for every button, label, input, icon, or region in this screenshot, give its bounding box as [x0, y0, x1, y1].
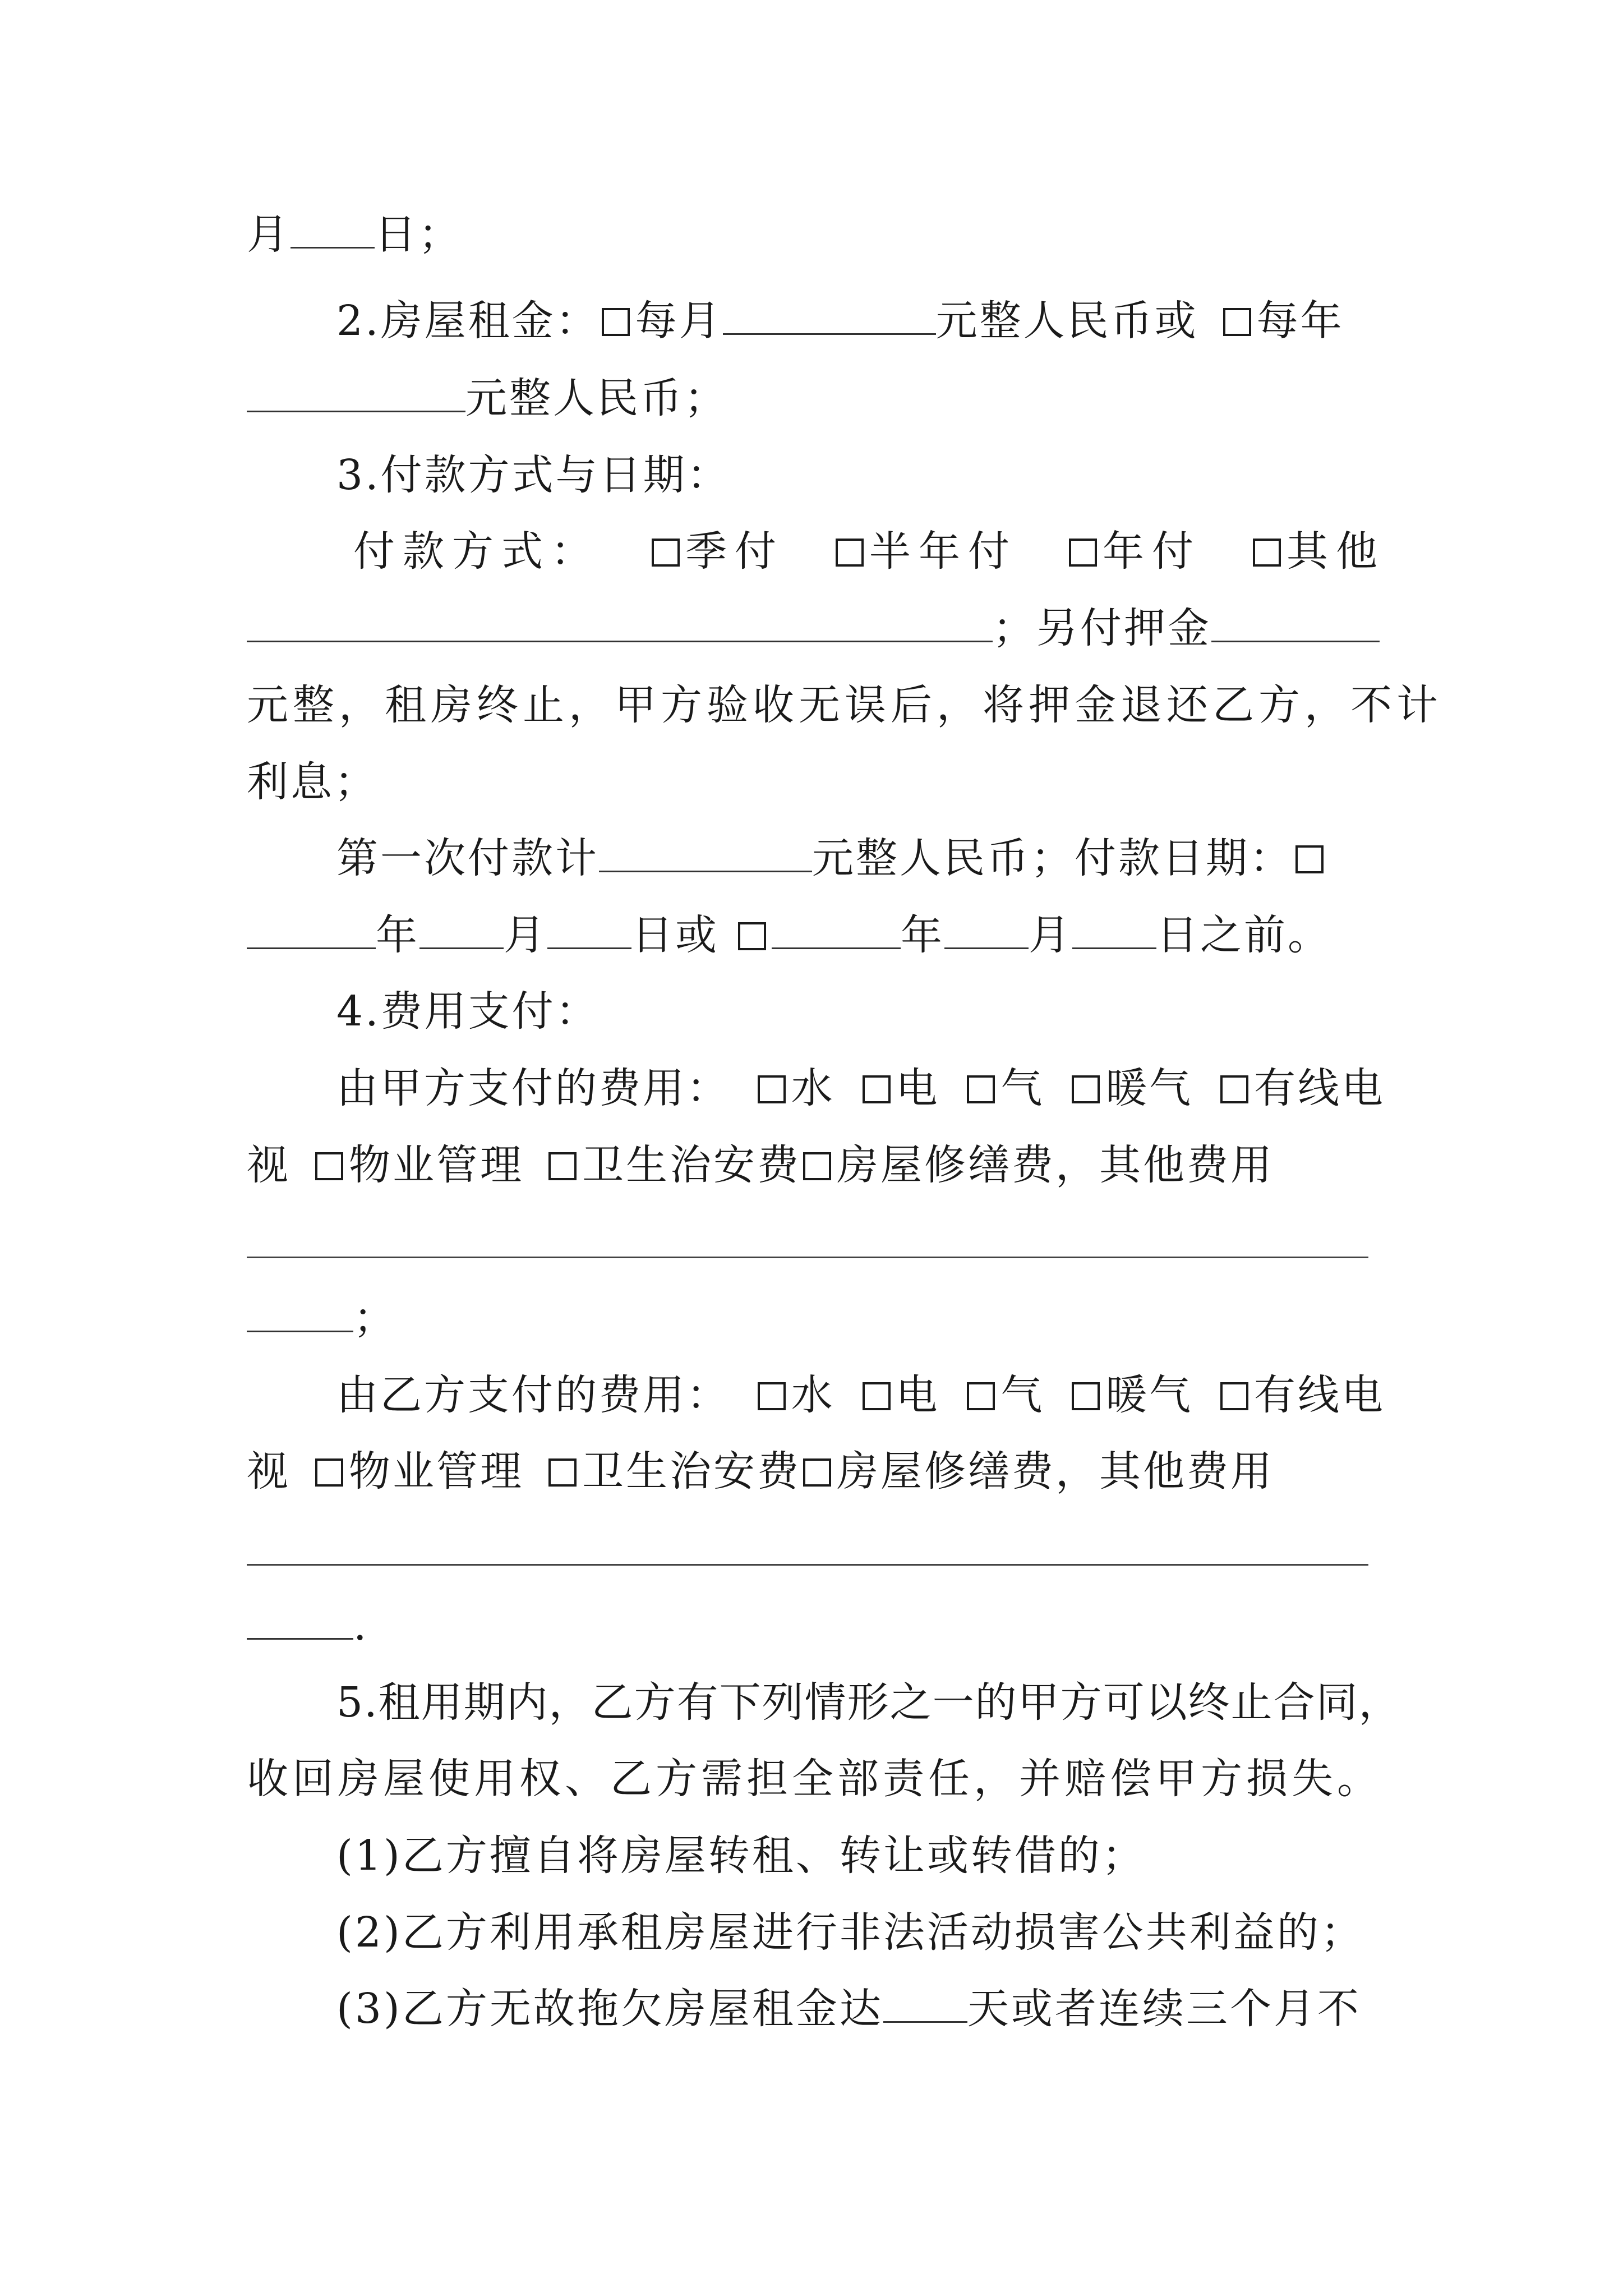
text: 物业管理 [349, 1141, 524, 1189]
checkbox-repair[interactable] [803, 1458, 831, 1487]
text: 卫生治安费 [582, 1447, 801, 1496]
text: 利息； [247, 758, 378, 806]
checkbox-sanitation[interactable] [548, 1152, 577, 1180]
text: (2)乙方利用承租房屋进行非法活动损害公共利益的； [336, 1908, 1364, 1957]
line-10-dates [247, 907, 1385, 963]
checkbox-heating[interactable] [1072, 1075, 1100, 1103]
checkbox-quarterly[interactable] [652, 539, 680, 567]
checkbox-date-1[interactable] [1295, 845, 1324, 873]
text: 收回房屋使用权、乙方需担全部责任，并赔偿甲方损失。 [247, 1755, 1382, 1803]
text: 气 [1000, 1064, 1045, 1112]
line-14 [247, 1290, 1385, 1346]
line-21 [336, 1904, 1385, 1961]
text: 年 [376, 911, 419, 959]
text: 4.费用支付： [336, 987, 600, 1036]
line-8 [247, 754, 1385, 810]
blank-day[interactable] [547, 907, 631, 949]
text: 气 [1000, 1371, 1045, 1419]
text: 其他 [1287, 527, 1385, 576]
text: 由乙方支付的费用： [336, 1371, 730, 1419]
checkbox-electricity[interactable] [863, 1075, 891, 1103]
line-20 [336, 1828, 1385, 1884]
checkbox-gas[interactable] [967, 1382, 995, 1410]
blank-yearly-rent[interactable] [247, 370, 465, 412]
checkbox-cable-tv[interactable] [1220, 1075, 1248, 1103]
text: 暖气 [1105, 1064, 1193, 1112]
text: 房屋修缮费，其他费用 [837, 1141, 1274, 1189]
checkbox-date-2[interactable] [738, 922, 766, 950]
text: 暖气 [1105, 1371, 1193, 1419]
checkbox-heating[interactable] [1072, 1382, 1100, 1410]
text: 物业管理 [349, 1447, 524, 1496]
checkbox-property-mgmt[interactable] [315, 1458, 343, 1487]
checkbox-water[interactable] [758, 1075, 786, 1103]
line-12-landlord-fees [336, 1060, 1385, 1116]
text: . [353, 1602, 369, 1650]
checkbox-cable-tv[interactable] [1220, 1382, 1248, 1410]
line-13 [247, 1137, 1385, 1193]
text: ； [353, 1294, 397, 1342]
text: 第一次付款计 [336, 834, 599, 882]
text: 由甲方支付的费用： [336, 1064, 730, 1112]
blank-month[interactable] [419, 907, 504, 949]
line-22 [336, 1981, 1385, 2037]
blank-year-2[interactable] [772, 907, 901, 949]
text: 视 [247, 1447, 291, 1496]
line-9-first-payment [336, 830, 1385, 886]
text: 年付 [1103, 527, 1201, 576]
line-18 [336, 1674, 1401, 1731]
checkbox-repair[interactable] [803, 1152, 831, 1180]
text: 每年 [1256, 297, 1344, 345]
text: 电 [896, 1371, 940, 1419]
text: 年 [901, 911, 944, 959]
checkbox-electricity[interactable] [863, 1382, 891, 1410]
text: 月 [247, 210, 291, 259]
blank-monthly-rent[interactable] [723, 293, 936, 335]
text: 水 [791, 1371, 835, 1419]
text: 有线电 [1253, 1064, 1385, 1112]
line-7 [247, 677, 1442, 733]
text: 每月 [635, 297, 723, 345]
text: (1)乙方擅自将房屋转租、转让或转借的； [336, 1832, 1146, 1880]
checkbox-property-mgmt[interactable] [315, 1152, 343, 1180]
checkbox-water[interactable] [758, 1382, 786, 1410]
blank-other-fees-cont[interactable] [247, 1290, 353, 1332]
line-2-rent [336, 293, 1385, 349]
text: 视 [247, 1141, 291, 1189]
text: 电 [896, 1064, 940, 1112]
checkbox-other[interactable] [1253, 539, 1281, 567]
text: 半年付 [869, 527, 1017, 576]
text: 2.房屋租金： [336, 297, 600, 345]
checkbox-yearly-payment[interactable] [1069, 539, 1097, 567]
blank-month-2[interactable] [944, 907, 1029, 949]
checkbox-sanitation[interactable] [548, 1458, 577, 1487]
checkbox-half-yearly[interactable] [836, 539, 864, 567]
text: 房屋修缮费，其他费用 [837, 1447, 1274, 1496]
blank-year[interactable] [247, 907, 376, 949]
line-3 [247, 370, 1385, 426]
text: 天或者连续三个月不 [967, 1985, 1361, 2033]
blank-day[interactable] [291, 206, 375, 249]
text: 元整人民币；付款日期： [812, 834, 1293, 882]
checkbox-yearly[interactable] [1223, 308, 1251, 336]
line-19 [247, 1751, 1385, 1807]
blank-days[interactable] [883, 1981, 967, 2023]
text: 卫生治安费 [582, 1141, 801, 1189]
blank-other-method[interactable] [247, 600, 993, 642]
text: 月 [504, 911, 547, 959]
checkbox-monthly[interactable] [602, 308, 630, 336]
text: 元整，租房终止，甲方验收无误后，将押金退还乙方，不计 [247, 681, 1442, 729]
line-11-heading [336, 983, 1385, 1039]
checkbox-gas[interactable] [967, 1075, 995, 1103]
text: 日； [375, 210, 462, 259]
line-4-heading [336, 447, 1385, 503]
text: 有线电 [1253, 1371, 1385, 1419]
text: 水 [791, 1064, 835, 1112]
blank-first-payment[interactable] [599, 830, 812, 872]
text: (3)乙方无故拖欠房屋租金达 [336, 1985, 883, 2033]
blank-other-fees-cont[interactable] [247, 1598, 353, 1640]
line-16 [247, 1443, 1385, 1499]
line-5-payment-method [353, 523, 1385, 579]
line-6-deposit [247, 600, 1385, 656]
line-1 [247, 206, 1385, 263]
text: 季付 [685, 527, 784, 576]
text: 付款方式： [353, 527, 600, 576]
text: 月 [1029, 911, 1072, 959]
blank-other-fees-tenant[interactable] [247, 1564, 1368, 1566]
text: 元整人民币； [465, 374, 728, 422]
text: ；另付押金 [993, 604, 1211, 652]
line-15-tenant-fees [336, 1367, 1385, 1423]
text: 5.租用期内，乙方有下列情形之一的甲方可以终止合同， [336, 1678, 1401, 1727]
line-17 [247, 1598, 1385, 1654]
blank-day-2[interactable] [1072, 907, 1156, 949]
text: 元整人民币或 [935, 297, 1198, 345]
text: 日或 [631, 911, 719, 959]
blank-other-fees-landlord[interactable] [247, 1257, 1368, 1258]
text: 3.付款方式与日期： [336, 451, 731, 499]
text: 日之前。 [1156, 911, 1331, 959]
blank-deposit[interactable] [1211, 600, 1380, 642]
